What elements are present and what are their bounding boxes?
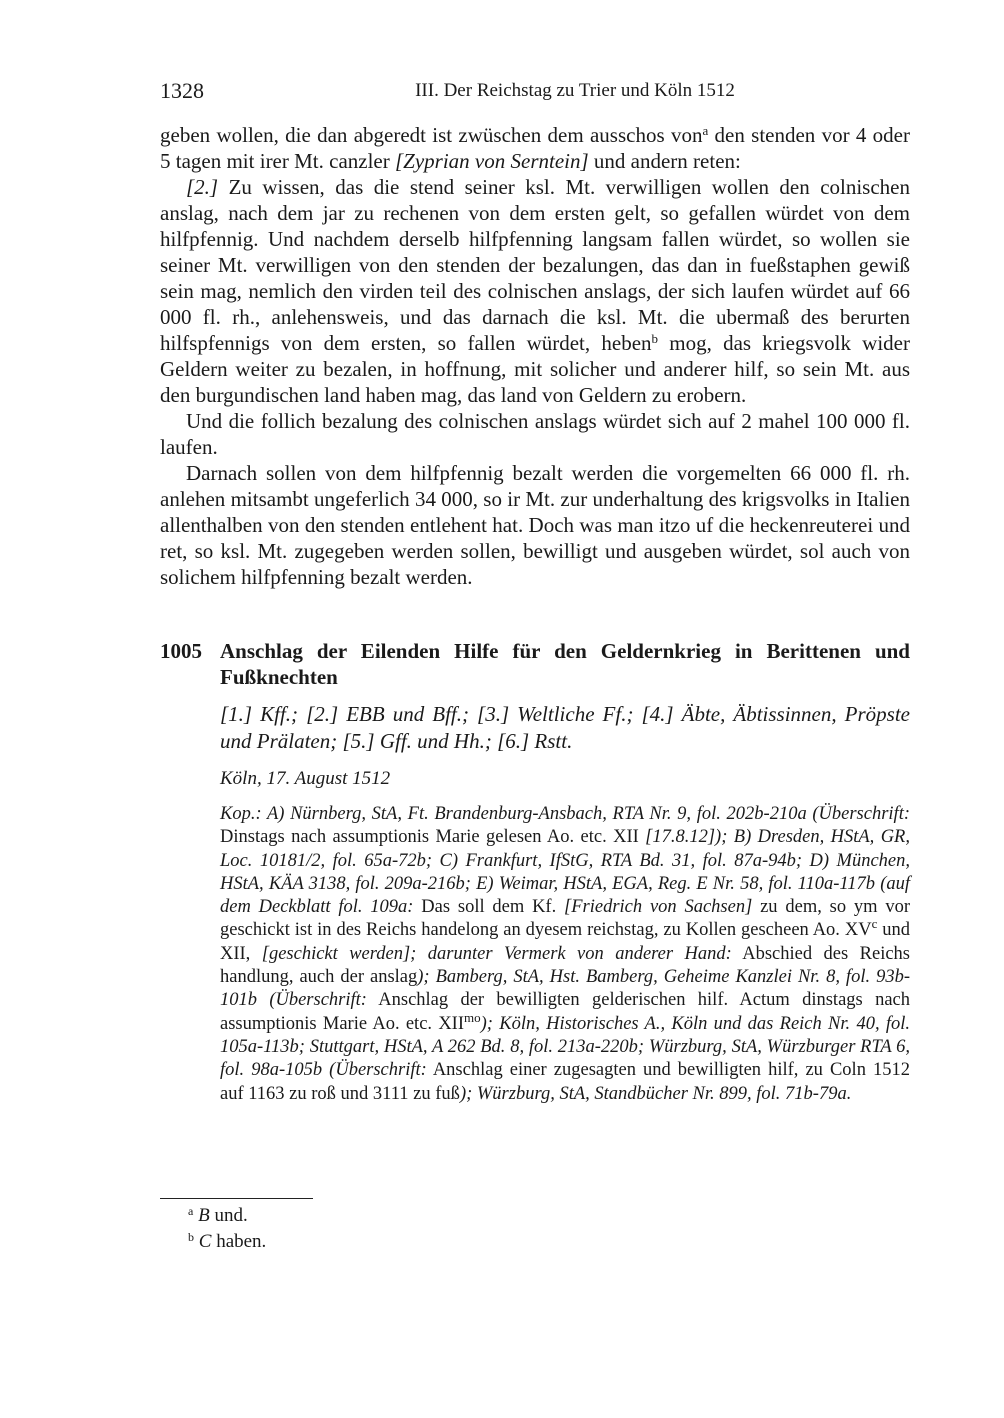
text-run: und andern reten: bbox=[588, 149, 741, 173]
source-run: Kop.: A) Nürnberg, StA, Ft. Brandenburg-Ansbach, RTA Nr. 9, fol. 202b-210a (Überschrift: bbox=[220, 804, 910, 824]
page-number: 1328 bbox=[160, 78, 204, 103]
document-page bbox=[160, 76, 910, 1106]
text-run: den stenden vor 4 oder 5 tagen mit irer Mt. canzler bbox=[160, 123, 910, 173]
editorial-note: [Zyprian von Serntein] bbox=[395, 149, 589, 173]
source-run: [Friedrich von Sachsen] bbox=[564, 897, 753, 918]
manuscript-siglum: C bbox=[198, 1231, 212, 1252]
paragraph-3: Und die follich bezalung des colnischen anslags würdet sich auf 2 mahel 100 000 fl. laufen. bbox=[160, 409, 910, 459]
text-run: Zu wissen, das die stend seiner ksl. Mt. verwilligen wollen den colnischen anslag, nach dem jar zu rechenen von dem ersten gelt, so gefallen würdet von dem hilfpfennig. Und nachdem derselb hilfpfenning langsam fallen würdet, so wollen sie seiner Mt. verwilligen von den stenden der bezalungen, das dan in fueßstaphen gewiß sein mag, nemlich den virden teil des colnischen anslags, der sich laufen würdet auf 66 000 fl. rh., anlehensweis, und das darnach die ksl. Mt. die ubermaß des berurten hilfspfennigs von dem ersten, so fallen würdet, heben bbox=[160, 175, 910, 355]
running-header bbox=[160, 76, 910, 106]
body-text bbox=[160, 122, 910, 590]
section-number: [2.] bbox=[186, 175, 219, 199]
text-run: geben wollen, die dan abgeredt ist zwüschen dem ausschos von bbox=[160, 123, 703, 147]
document-number: 1005 bbox=[160, 639, 202, 663]
source-run: ); Bamberg, StA, Hst. Bamberg, Geheime Kanzlei Nr. 8, fol. 93b-101b (Überschrift: bbox=[220, 967, 910, 1011]
manuscript-siglum: B bbox=[198, 1205, 210, 1226]
source-run: Abschied des Reichs handlung, auch der anslag bbox=[220, 943, 910, 988]
source-run: Anschlag der bewilligten gelderischen hilf. Actum dinstags nach assumptionis Marie Ao. etc. XII bbox=[220, 990, 910, 1034]
footnote-text: haben. bbox=[211, 1231, 267, 1252]
footnote-mark-c[interactable]: c bbox=[871, 916, 878, 932]
source-run: und XII, bbox=[220, 920, 911, 964]
footnote-mark: a bbox=[188, 1204, 194, 1218]
footnote-b bbox=[188, 1229, 266, 1255]
paragraph-2 bbox=[160, 174, 910, 408]
footnote-mark-a[interactable]: a bbox=[702, 123, 709, 138]
document-title: Anschlag der Eilenden Hilfe für den Geldernkrieg in Berittenen und Fußknechten bbox=[220, 639, 910, 689]
source-run: [geschickt werden]; darunter Vermerk von anderer Hand: bbox=[261, 943, 732, 964]
footnote-mark-b[interactable]: b bbox=[651, 331, 659, 346]
paragraph-4: Darnach sollen von dem hilfpfennig bezalt werden die vorgemelten 66 000 fl. rh. anlehen mitsambt ungeferlich 34 000, so ir Mt. zur underhaltung des krigsvolks in Italien allenthalben von den stenden entlehent hat. Doch was man itzo uf die heckenreuterei und ret, so ksl. Mt. zugegeben werden sollen, bewilligt und ausgeben würdet, sol auch von solichem hilfpfenning bezalt werden. bbox=[160, 461, 910, 589]
text-run: mog, das kriegsvolk wider Geldern weiter zu bezalen, in hoffnung, mit solicher und anderer hilf, so sein Mt. aus den burgundischen land haben mag, das land von Geldern zu erobern. bbox=[160, 331, 910, 407]
document-entry bbox=[160, 638, 910, 1106]
document-block bbox=[220, 701, 910, 1106]
footnote-a bbox=[188, 1203, 266, 1229]
source-run: Dinstags nach assumptionis Marie gelesen Ao. etc. XII bbox=[220, 827, 646, 848]
source-apparatus bbox=[220, 803, 910, 1106]
source-run: ); Würzburg, StA, Standbücher Nr. 899, fol. 71b-79a. bbox=[459, 1083, 852, 1104]
footnotes bbox=[188, 1203, 266, 1255]
document-heading bbox=[160, 638, 910, 690]
paragraph-1 bbox=[160, 122, 910, 174]
footnote-separator bbox=[160, 1198, 313, 1199]
source-run: ); Köln, Historisches A., Köln und das Reich Nr. 40, fol. 105a-113b; Stuttgart, HStA, A 262 Bd. 8, fol. 213a-220b; Würzburg, StA, Würzburger RTA 6, fol. 98a-105b (Überschrift: bbox=[220, 1013, 911, 1081]
superscript: mo bbox=[464, 1009, 481, 1025]
source-run: zu dem, so ym vor geschickt ist in des Reichs handelong an dyesem reichstag, zu Kollen gescheen Ao. XV bbox=[220, 897, 911, 941]
source-run: Anschlag einer zugesagten und bewilligten hilf, zu Coln 1512 auf 1163 zu roß und 3111 zu fuß bbox=[220, 1060, 911, 1104]
running-title: III. Der Reichstag zu Trier und Köln 1512 bbox=[415, 80, 735, 101]
source-run: Das soll dem Kf. bbox=[413, 897, 565, 918]
footnote-text: und. bbox=[209, 1205, 248, 1226]
document-date: Köln, 17. August 1512 bbox=[220, 768, 391, 789]
source-run: [17.8.12]); B) Dresden, HStA, GR, Loc. 10181/2, fol. 65a-72b; C) Frankfurt, IfStG, RTA Bd. 31, fol. 87a-94b; D) München, HStA, KÄA 3138, fol. 209a-216b; E) Weimar, HStA, EGA, Reg. E Nr. 58, fol. 110a-117b (auf dem Deckblatt fol. 109a: bbox=[220, 827, 910, 918]
footnote-mark: b bbox=[188, 1230, 194, 1244]
document-regest: [1.] Kff.; [2.] EBB und Bff.; [3.] Weltliche Ff.; [4.] Äbte, Äbtissinnen, Pröpste und Prälaten; [5.] Gff. und Hh.; [6.] Rstt. bbox=[220, 702, 910, 753]
